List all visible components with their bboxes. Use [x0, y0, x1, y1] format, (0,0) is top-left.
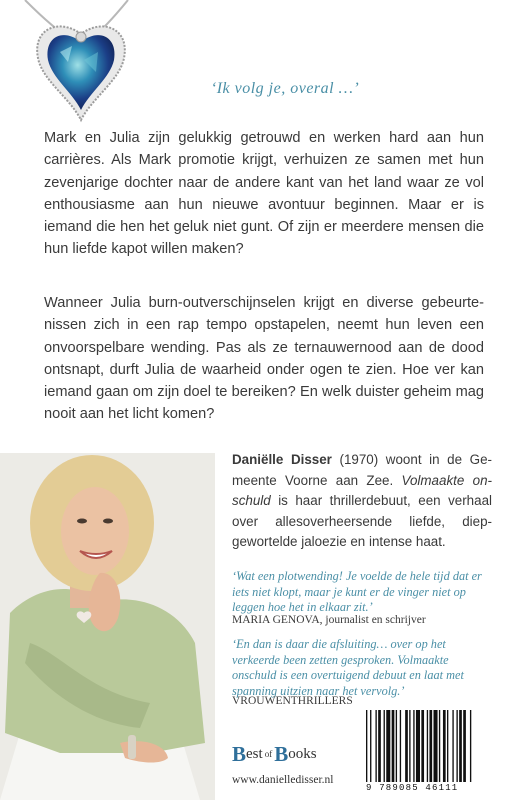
review-quote-2: ‘En dan is daar die afsluiting… over op het verkeerde been zetten gesproken. Volmaakte onschuld is een overtuigend debuut en laat met spanning uitzien naar het vervolg.’ — [232, 637, 464, 698]
barcode-bar — [386, 710, 390, 782]
barcode-bar — [459, 710, 462, 782]
barcode-bar — [370, 710, 371, 782]
heart-necklace-image — [0, 0, 170, 130]
author-website: www.danielledisser.nl — [232, 774, 334, 786]
author-bio — [232, 450, 492, 553]
barcode-bar — [416, 710, 420, 782]
author-photo — [0, 453, 215, 800]
bio-text-2: is haar thrillerdebuut, een verhaal over allesoverheersende liefde, diepgewortelde jaloezie en intense haat. — [232, 493, 492, 549]
barcode-bar — [396, 710, 397, 782]
review-attribution-2: VROUWENTHRILLERS — [232, 695, 353, 707]
publisher-logo — [232, 739, 317, 769]
barcode-bar — [427, 710, 428, 782]
author-name: Daniëlle Disser — [232, 452, 332, 467]
blurb-paragraph-2: Wanneer Julia burn-outverschijnselen krijgt en diverse gebeurtenissen zich in een rap tempo opstapelen, neemt hun leven een onvoorspelbare wending. Pas als ze ternauwernood aan de dood ontsnapt, durft Julia de waarheid onder ogen te zien. Hoe ver kan iemand gaan om zijn doel te bereiken? En welk duister geheim mag nooit aan het licht komen? — [44, 295, 484, 423]
publisher-logo-of: of — [264, 749, 273, 759]
barcode-bar — [463, 710, 466, 782]
barcode-bar — [378, 710, 381, 782]
barcode-bar — [443, 710, 446, 782]
review-attribution-1: MARIA GENOVA, journalist en schrijver — [232, 614, 426, 626]
barcode-bar — [366, 710, 367, 782]
bio-text-1: (1970) woont in de Gemeente Voorne aan Zee. — [232, 452, 492, 488]
publisher-logo-word2: ooks — [288, 745, 317, 762]
publisher-logo-word1: est — [246, 745, 263, 762]
barcode-bar — [434, 710, 438, 782]
blurb-paragraph-1: Mark en Julia zijn gelukkig getrouwd en werken hard aan hun carrières. Als Mark promotie krijgt, verhuizen ze samen met hun zevenjarige dochter naar de andere kant van het land waar ze vol enthousiasme aan hun nieuwe avontuur beginnen. Maar er is iemand die hen het geluk niet gunt. Of zijn er meerdere mensen die hun liefde kapot willen maken? — [44, 130, 484, 258]
barcode-bar — [456, 710, 457, 782]
review-quote-1: ‘Wat een plotwending! Je voelde de hele tijd dat er iets niet klopt, maar je kunt er de vinger niet op leggen hoe het in elkaar zit.’ — [232, 569, 482, 615]
tagline: ‘Ik volg je, overal …’ — [210, 80, 360, 97]
barcode-bar — [409, 710, 410, 782]
barcode-bar — [400, 710, 401, 782]
barcode-bar — [470, 710, 471, 782]
barcode-bar — [413, 710, 414, 782]
barcode-bar — [429, 710, 432, 782]
barcode-bar — [452, 710, 453, 782]
barcode-bar — [421, 710, 424, 782]
barcode-bar — [439, 710, 440, 782]
isbn-digits: 9 789085 46111 — [366, 783, 459, 793]
barcode-bar — [392, 710, 395, 782]
publisher-logo-b2: B — [274, 741, 289, 766]
barcode-bar — [447, 710, 448, 782]
book-title: Volmaakte onschuld — [232, 472, 493, 508]
barcode-bar — [375, 710, 376, 782]
barcode-bar — [384, 710, 385, 782]
publisher-logo-b1: B — [232, 741, 247, 766]
barcode-bar — [405, 710, 408, 782]
